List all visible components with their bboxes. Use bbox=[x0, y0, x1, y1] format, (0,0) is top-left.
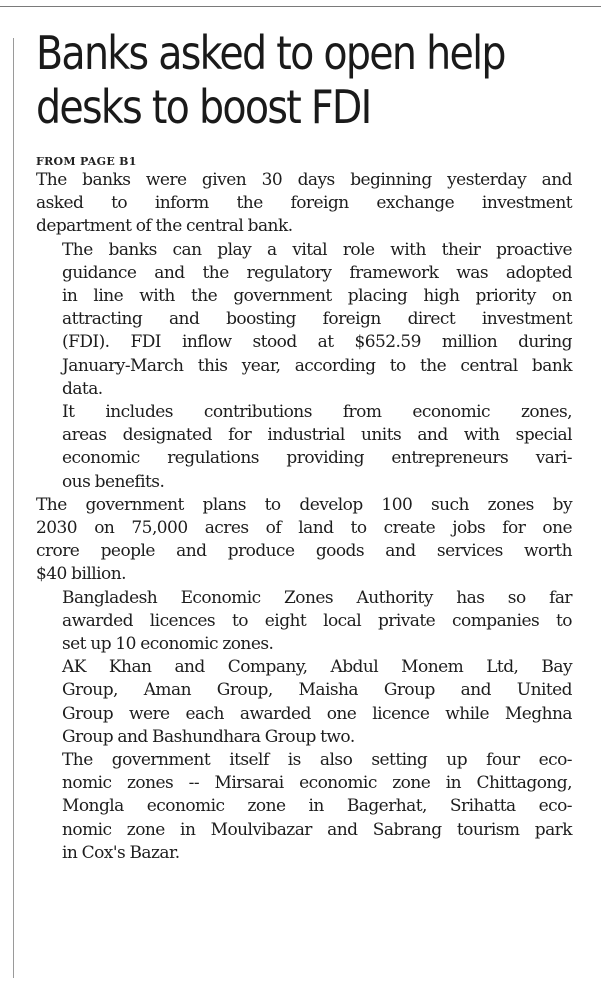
paragraph bbox=[36, 239, 572, 401]
paragraph bbox=[36, 401, 572, 494]
text-line: in Cox's Bazar. bbox=[62, 842, 180, 863]
text-line: department of the central bank. bbox=[36, 216, 293, 237]
text-line: ous benefits. bbox=[62, 471, 165, 492]
text-line: data. bbox=[62, 378, 103, 399]
text-line: The banks were given 30 days beginning yesterday and bbox=[36, 170, 572, 190]
text-line: The government plans to develop 100 such zones by bbox=[36, 494, 572, 515]
text-line: attracting and boosting foreign direct investment bbox=[62, 309, 572, 330]
text-line: awarded licences to eight local private companies to bbox=[62, 610, 572, 631]
headline bbox=[36, 26, 569, 134]
text-line: nomic zones -- Mirsarai economic zone in Chittagong, bbox=[62, 773, 572, 794]
text-line: nomic zone in Moulvibazar and Sabrang tourism park bbox=[62, 819, 572, 840]
text-line: The government itself is also setting up four eco- bbox=[62, 750, 572, 771]
text-line: in line with the government placing high priority on bbox=[62, 286, 572, 307]
paragraph bbox=[36, 749, 572, 865]
text-line: Group and Bashundhara Group two. bbox=[62, 726, 355, 747]
text-line: guidance and the regulatory framework was adopted bbox=[62, 262, 572, 283]
text-line: Group, Aman Group, Maisha Group and United bbox=[62, 680, 572, 701]
text-line: Group were each awarded one licence while Meghna bbox=[62, 703, 572, 724]
paragraph bbox=[36, 587, 572, 657]
text-line: AK Khan and Company, Abdul Monem Ltd, Bay bbox=[62, 657, 572, 678]
text-line: 2030 on 75,000 acres of land to create jobs for one bbox=[36, 518, 572, 539]
column-rule bbox=[13, 38, 14, 978]
text-line: (FDI). FDI inflow stood at $652.59 million during bbox=[62, 332, 572, 353]
headline-line-1: Banks asked to open help bbox=[36, 26, 505, 80]
top-rule bbox=[0, 6, 601, 7]
text-line: economic regulations providing entrepreneurs vari- bbox=[62, 448, 572, 469]
article-body bbox=[36, 169, 572, 865]
text-line: Bangladesh Economic Zones Authority has so far bbox=[62, 587, 572, 608]
text-line: set up 10 economic zones. bbox=[62, 634, 274, 655]
text-line: The banks can play a vital role with their proactive bbox=[62, 239, 572, 260]
paragraph bbox=[36, 169, 572, 239]
text-line: crore people and produce goods and services worth bbox=[36, 541, 572, 562]
headline-line-2: desks to boost FDI bbox=[36, 80, 371, 134]
article bbox=[36, 26, 572, 865]
text-line: $40 billion. bbox=[36, 564, 126, 585]
continuation-label: FROM PAGE B1 bbox=[36, 155, 137, 168]
text-line: It includes contributions from economic zones, bbox=[62, 402, 572, 423]
text-line: asked to inform the foreign exchange investment bbox=[36, 193, 572, 214]
paragraph bbox=[36, 656, 572, 749]
paragraph bbox=[36, 494, 572, 587]
text-line: January-March this year, according to the central bank bbox=[62, 355, 572, 376]
text-line: areas designated for industrial units and with special bbox=[62, 425, 572, 446]
text-line: Mongla economic zone in Bagerhat, Srihatta eco- bbox=[62, 796, 572, 817]
